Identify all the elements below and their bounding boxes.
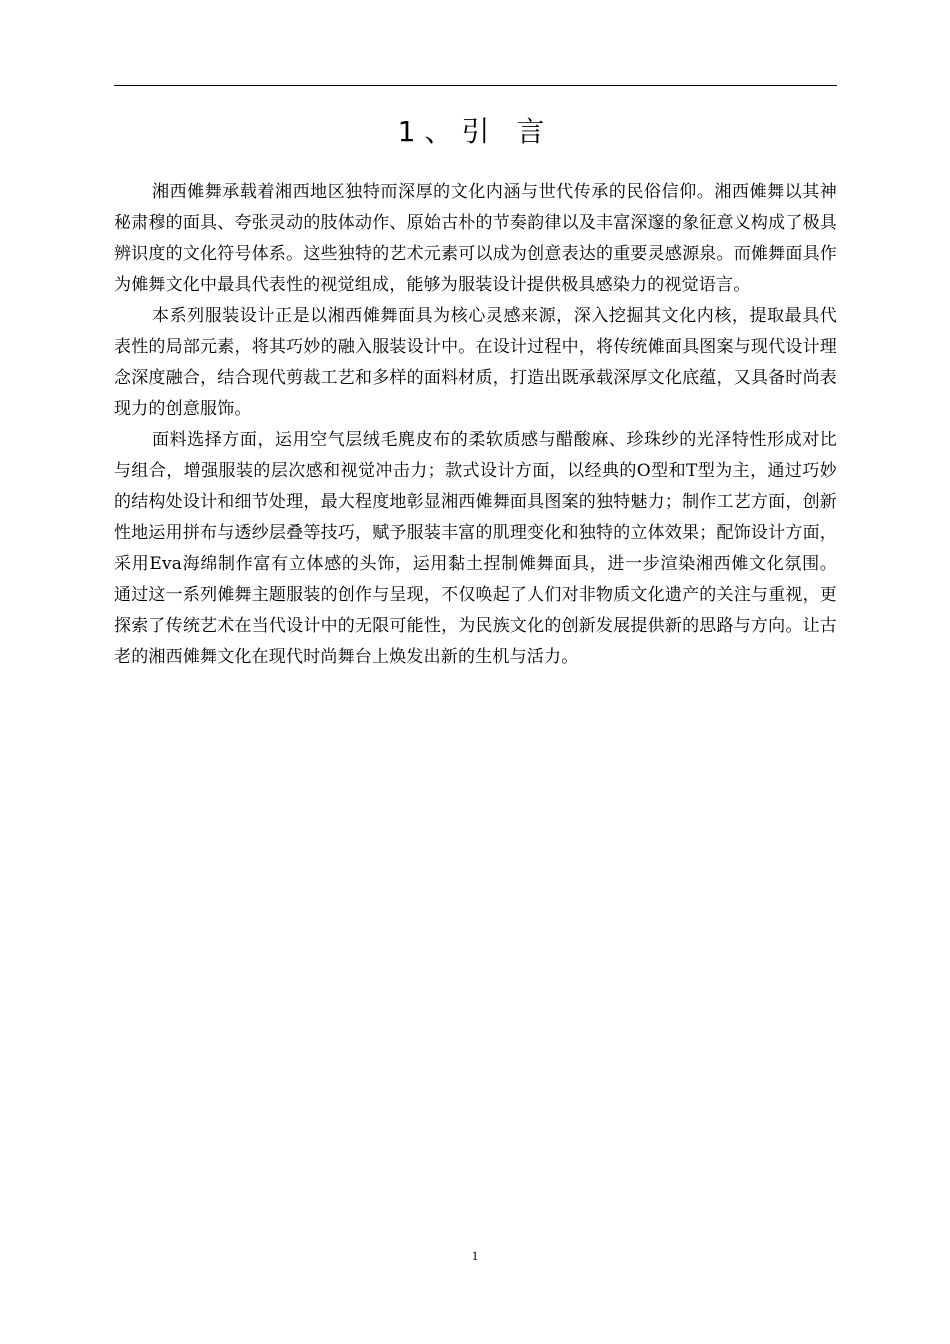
body-text [114, 177, 837, 673]
page-number: 1 [471, 1248, 479, 1263]
paragraph-intro: 湘西傩舞承载着湘西地区独特而深厚的文化内涵与世代传承的民俗信仰。湘西傩舞以其神秘肃穆的面具、夸张灵动的肢体动作、原始古朴的节奏韵律以及丰富深邃的象征意义构成了极具辨识度的文化符号体系。这些独特的艺术元素可以成为创意表达的重要灵感源泉。而傩舞面具作为傩舞文化中最具代表性的视觉组成，能够为服装设计提供极具感染力的视觉语言。 [114, 182, 837, 295]
paragraph-design-concept: 本系列服装设计正是以湘西傩舞面具为核心灵感来源，深入挖掘其文化内核，提取最具代表性的局部元素，将其巧妙的融入服装设计中。在设计过程中，将传统傩面具图案与现代设计理念深度融合，结合现代剪裁工艺和多样的面料材质，打造出既承载深厚文化底蕴，又具备时尚表现力的创意服饰。 [114, 306, 837, 419]
header-rule [114, 85, 837, 86]
paragraph-materials-and-craft: 面料选择方面，运用空气层绒毛麂皮布的柔软质感与醋酸麻、珍珠纱的光泽特性形成对比与组合，增强服装的层次感和视觉冲击力；款式设计方面，以经典的O型和T型为主，通过巧妙的结构处设计和细节处理，最大程度地彰显湘西傩舞面具图案的独特魅力；制作工艺方面，创新性地运用拼布与透纱层叠等技巧，赋予服装丰富的肌理变化和独特的立体效果；配饰设计方面，采用Eva海绵制作富有立体感的头饰，运用黏土捏制傩舞面具，进一步渲染湘西傩文化氛围。 通过这一系列傩舞主题服装的创作与呈现，不仅唤起了人们对非物质文化遗产的关注与重视，更探索了传统艺术在当代设计中的无限可能性，为民族文化的创新发展提供新的思路与方向。让古老的湘西傩舞文化在现代时尚舞台上焕发出新的生机与活力。 [114, 430, 837, 667]
section-title: 1、引 言 [397, 115, 554, 148]
